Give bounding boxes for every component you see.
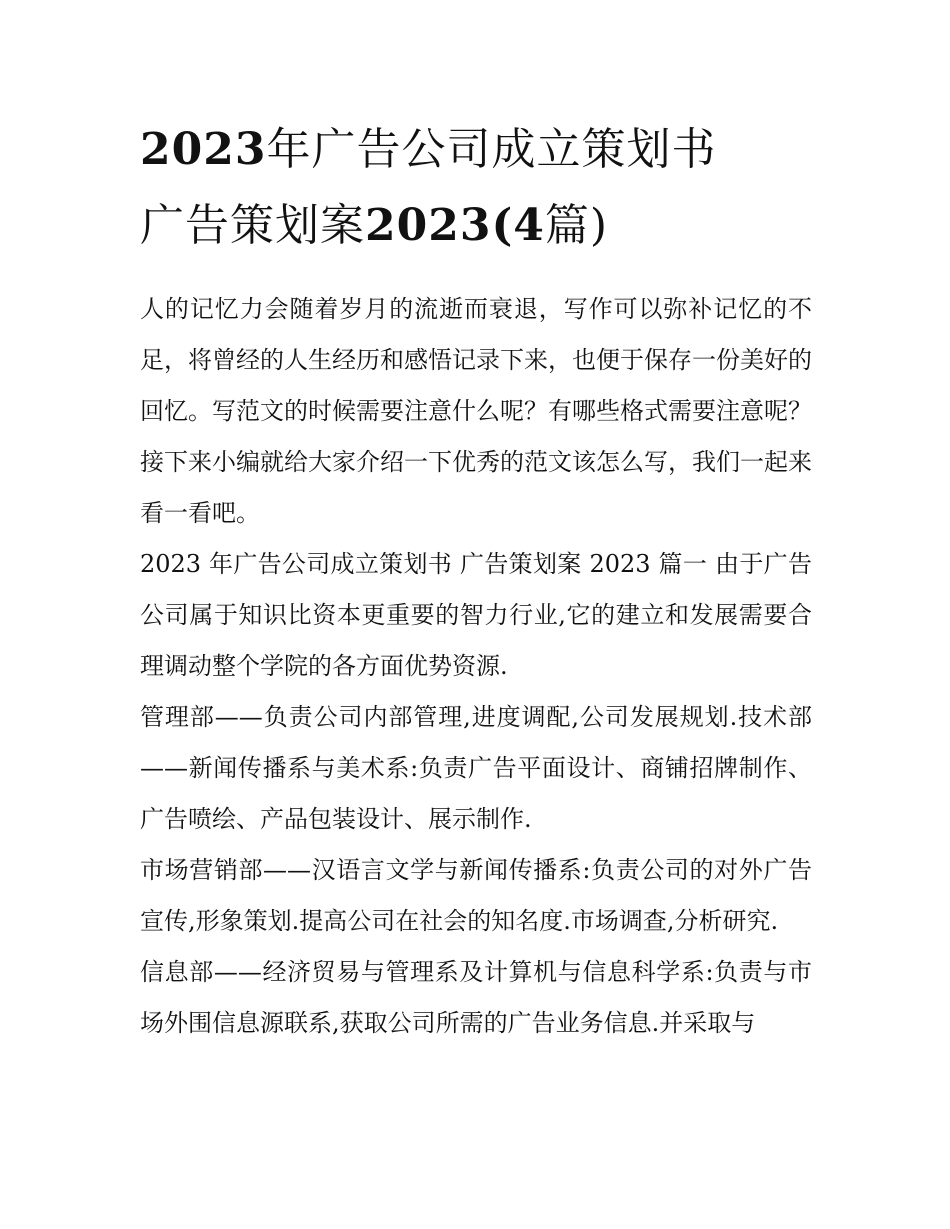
title-year: 2023 [140,124,267,175]
title-line2-bold: 2023(4 [365,200,545,251]
intro-paragraph: 人的记忆力会随着岁月的流逝而衰退，写作可以弥补记忆的不足，将曾经的人生经历和感悟记录下来，也便于保存一份美好的回忆。写范文的时候需要注意什么呢？有哪些格式需要注意呢？接下来小编就给大家介绍一下优秀的范文该怎么写，我们一起来看一看吧。 [140,295,812,527]
body-paragraph-4: 信息部——经济贸易与管理系及计算机与信息科学系:负责与市场外围信息源联系,获取公司所需的广告业务信息.并采取与 [140,958,812,1037]
title-line1-text: 年广告公司成立策划书 [266,124,717,175]
body-paragraph-3: 市场营销部——汉语言文学与新闻传播系:负责公司的对外广告宣传,形象策划.提高公司在社会的知名度.市场调查,分析研究. [140,856,812,935]
document-page [140,112,812,1049]
document-title [140,112,812,264]
body-paragraph-1: 2023 年广告公司成立策划书 广告策划案 2023 篇一 由于广告公司属于知识比资本更重要的智力行业,它的建立和发展需要合理调动整个学院的各方面优势资源. [140,550,812,680]
body-paragraph-2: 管理部——负责公司内部管理,进度调配,公司发展规划.技术部——新闻传播系与美术系:负责广告平面设计、商铺招牌制作、广告喷绘、产品包装设计、展示制作. [140,703,812,833]
title-line2-tail: 篇) [544,200,609,251]
title-line2-text: 广告策划案 [140,200,365,251]
